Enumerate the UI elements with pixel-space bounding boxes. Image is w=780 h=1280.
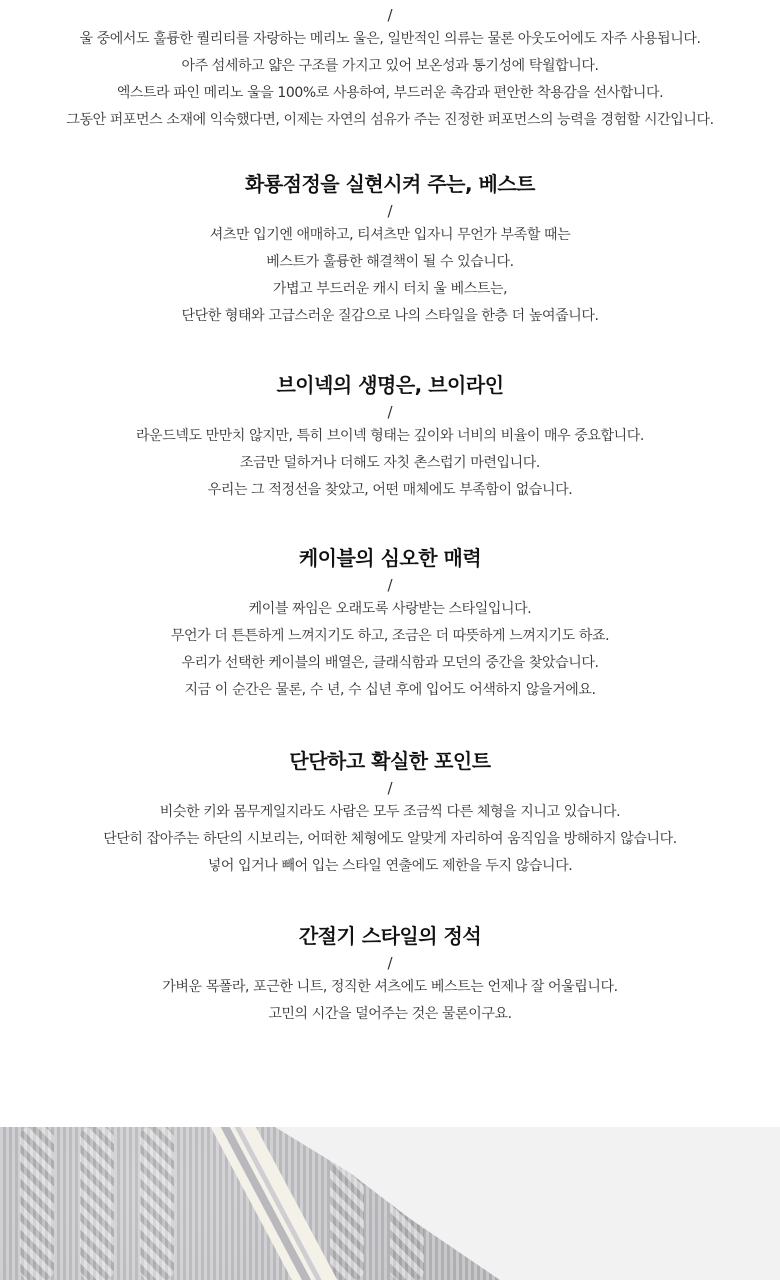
divider-slash: /	[387, 403, 393, 421]
cable-pattern	[140, 1127, 174, 1280]
section-line: 셔츠만 입기엔 애매하고, 티셔츠만 입자니 무언가 부족할 때는	[209, 227, 571, 243]
section-title: 브이넥의 생명은, 브이라인	[276, 373, 504, 397]
cable-pattern	[390, 1127, 424, 1280]
section-line: 케이블 짜임은 오래도록 사랑받는 스타일입니다.	[248, 601, 532, 617]
section-line: 고민의 시간을 덜어주는 것은 물론이구요.	[268, 1006, 512, 1022]
section-title: 간절기 스타일의 정석	[298, 924, 482, 948]
section-line: 우리는 그 적정선을 찾았고, 어떤 매체에도 부족함이 없습니다.	[207, 482, 573, 498]
divider-slash: /	[387, 954, 393, 972]
product-photo	[0, 1127, 780, 1280]
intro-line-3: 엑스트라 파인 메리노 울을 100%로 사용하여, 부드러운 촉감과 편안한 착용감을 선사합니다.	[116, 85, 664, 101]
section-line: 라운드넥도 만만치 않지만, 특히 브이넥 형태는 깊이와 너비의 비율이 매우 중요합니다.	[136, 428, 644, 444]
section-v-neck	[0, 371, 780, 504]
divider-slash: /	[387, 202, 393, 220]
cable-pattern	[330, 1127, 364, 1280]
divider-slash: /	[387, 576, 393, 594]
section-line: 비슷한 키와 몸무게일지라도 사람은 모두 조금씩 다른 체형을 지니고 있습니다.	[159, 804, 621, 820]
section-line: 넣어 입거나 빼어 입는 스타일 연출에도 제한을 두지 않습니다.	[207, 858, 573, 874]
section-rib-hem	[0, 747, 780, 880]
divider-slash: /	[387, 6, 393, 24]
intro-line-2: 아주 섬세하고 얇은 구조를 가지고 있어 보온성과 통기성에 탁월합니다.	[181, 58, 599, 74]
section-season-style	[0, 922, 780, 1028]
section-title: 화룡점정을 실현시켜 주는, 베스트	[245, 172, 535, 196]
section-line: 가볍고 부드러운 캐시 터치 울 베스트는,	[272, 281, 508, 297]
section-title: 케이블의 심오한 매력	[298, 546, 482, 570]
section-vest	[0, 170, 780, 330]
section-line: 단단한 형태와 고급스러운 질감으로 나의 스타일을 한층 더 높여줍니다.	[181, 308, 599, 324]
cable-pattern	[20, 1127, 54, 1280]
section-title: 단단하고 확실한 포인트	[289, 749, 491, 773]
section-cable	[0, 544, 780, 704]
intro-line-4: 그동안 퍼포먼스 소재에 익숙했다면, 이제는 자연의 섬유가 주는 진정한 퍼포먼스의 능력을 경험할 시간입니다.	[66, 112, 714, 128]
divider-slash: /	[387, 779, 393, 797]
intro-line-1: 울 중에서도 훌륭한 퀄리티를 자랑하는 메리노 울은, 일반적인 의류는 물론 아웃도어에도 자주 사용됩니다.	[79, 31, 701, 47]
section-line: 베스트가 훌륭한 해결책이 될 수 있습니다.	[266, 254, 514, 270]
cable-pattern	[80, 1127, 114, 1280]
section-line: 무언가 더 튼튼하게 느껴지기도 하고, 조금은 더 따뜻하게 느껴지기도 하죠.	[170, 628, 610, 644]
section-line: 지금 이 순간은 물론, 수 년, 수 십년 후에 입어도 어색하지 않을거에요.	[184, 682, 596, 698]
section-line: 우리가 선택한 케이블의 배열은, 클래식함과 모던의 중간을 찾았습니다.	[181, 655, 599, 671]
section-line: 가벼운 목폴라, 포근한 니트, 정직한 셔츠에도 베스트는 언제나 잘 어울립니다.	[162, 979, 618, 995]
section-line: 단단히 잡아주는 하단의 시보리는, 어떠한 체형에도 알맞게 자리하여 움직임을 방해하지 않습니다.	[103, 831, 677, 847]
section-line: 조금만 덜하거나 더해도 자칫 촌스럽기 마련입니다.	[240, 455, 540, 471]
intro-section	[0, 2, 780, 134]
